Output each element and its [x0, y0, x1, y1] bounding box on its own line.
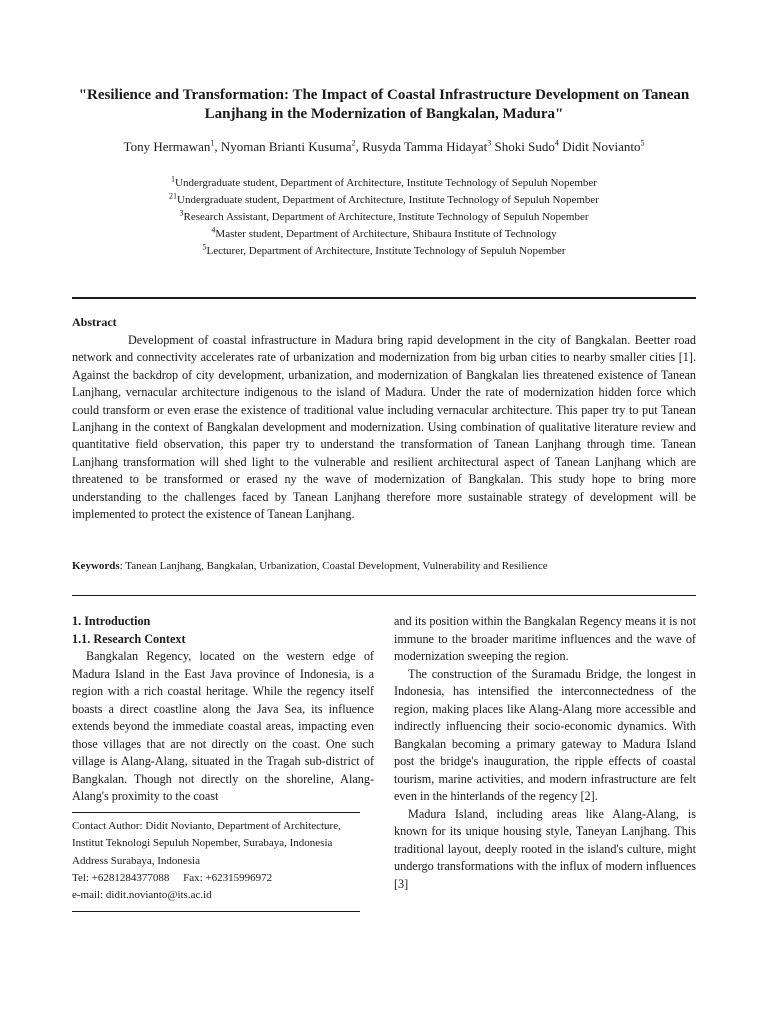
author: Tony Hermawan$^1$,: [123, 138, 221, 154]
abstract-body: Development of coastal infrastructure in Madura bring rapid development in the city of Bangkalan. Beetter road network and connectivity accelerates rate of urbanization and modernization from big urban cities to nearby smaller cities [1]. Against the backdrop of city development, urbanization, and modernization of Bangkalan lies threatened existence of Tanean Lanjhang, vernacular architecture indigenous to the island of Madura. Under the rate of modernization hidden force which could transform or even erase the existence of traditional value including vernacular architecture. This paper try to put Tanean Lanjhang in the context of Bangkalan development and modernization. Using combination of qualitative literature review and quantitative field observation, this paper try to understand the transformation of Tanean Lanjhang through time. Tanean Lanjhang transformation will shed light to the vulnerable and resilient architectural aspect of Tanean Lanjhang which are threatened to be transformed or erased ny the wave of modernization of Bangkalan. This study hope to bring more understanding to the challenges faced by Tanean Lanjhang therefore more sustainable strategy of development will be implemented to protect the existence of Tanean Lanjhang.: [72, 333, 696, 522]
body-paragraph: Madura Island, including areas like Alang-Alang, is known for its unique housing style, Taneyan Lanjhang. This traditional layout, deeply rooted in the island's culture, might undergo transformations with the influx of modern influences [3]: [394, 806, 696, 891]
section-heading: 1. Introduction: [72, 614, 151, 628]
body-paragraph: The construction of the Suramadu Bridge, the longest in Indonesia, has intensified the interconnectedness of the region, making places like Alang-Alang more accessible and indirectly influencing their socio-economic dynamics. With Bangkalan becoming a primary gateway to Madura Island post the bridge's inauguration, the ripple effects of coastal tourism, marine activities, and modern infrastructure are felt even in the hinterlands of the regency [2].: [394, 666, 696, 803]
left-column: [72, 613, 374, 806]
affiliation: $^{21}$Undergraduate student, Department of Architecture, Institute Technology of Sepuluh Nopember: [169, 191, 599, 206]
subsection-heading: 1.1. Research Context: [72, 631, 186, 646]
keywords: [72, 559, 696, 574]
paper-title: "Resilience and Transformation: The Impact of Coastal Infrastructure Development on Tanean Lanjhang in the Modernization of Bangkalan, Madura": [78, 87, 690, 122]
affiliation: $^1$Undergraduate student, Department of Architecture, Institute Technology of Sepuluh Nopember: [171, 174, 597, 189]
header-divider: [72, 297, 696, 299]
footnote-divider: [72, 812, 360, 813]
author: Nyoman Brianti Kusuma$^2$,: [220, 138, 363, 154]
section-divider: [72, 595, 696, 596]
body-paragraph: and its position within the Bangkalan Regency means it is not immune to the broader maritime influences and the wave of modernization sweeping the region.: [394, 614, 696, 663]
body-paragraph: Bangkalan Regency, located on the western edge of Madura Island in the East Java province of Indonesia, is a region with a rich coastal heritage. While the regency itself boasts a direct coastline along the Java Sea, its influence extends beyond the immediate coastal areas, impacting even those villages that are not directly on the coast. One such village is Alang-Alang, situated in the Tragah sub-district of Bangkalan. Though not directly on the shoreline, Alang-Alang's proximity to the coast: [72, 649, 374, 803]
author: Shoki Sudo$^4$: [494, 138, 559, 154]
keywords-list: : Tanean Lanjhang, Bangkalan, Urbanization, Coastal Development, Vulnerability and Resilience: [119, 560, 548, 572]
abstract-heading: Abstract: [72, 315, 117, 329]
affiliation: $^5$Lecturer, Department of Architecture, Institute Technology of Sepuluh Nopember: [202, 242, 566, 257]
affiliation: $^3$Research Assistant, Department of Architecture, Institute Technology of Sepuluh Nopember: [179, 208, 589, 223]
author: Didit Novianto$^5$: [562, 138, 645, 154]
affiliation: $^4$Master student, Department of Architecture, Shibaura Institute of Technology: [211, 225, 557, 240]
footnote-bottom-divider: [72, 911, 360, 912]
author-list: [72, 139, 696, 155]
author: Rusyda Tamma Hidayat$^3$: [362, 138, 492, 154]
keywords-label: Keywords: [72, 560, 120, 572]
affiliation-list: [72, 175, 696, 260]
right-column: [394, 613, 696, 893]
contact-email: e-mail: didit.novianto@its.ac.id: [72, 889, 212, 902]
contact-footnote: Contact Author: Didit Novianto, Department of Architecture, Institut Teknologi Sepuluh Nopember, Surabaya, Indonesia Address Surabaya, Indonesia Tel: +6281284377088 Fax: +62315996972 e-mail: didit.novianto@its.ac.id: [72, 818, 374, 904]
